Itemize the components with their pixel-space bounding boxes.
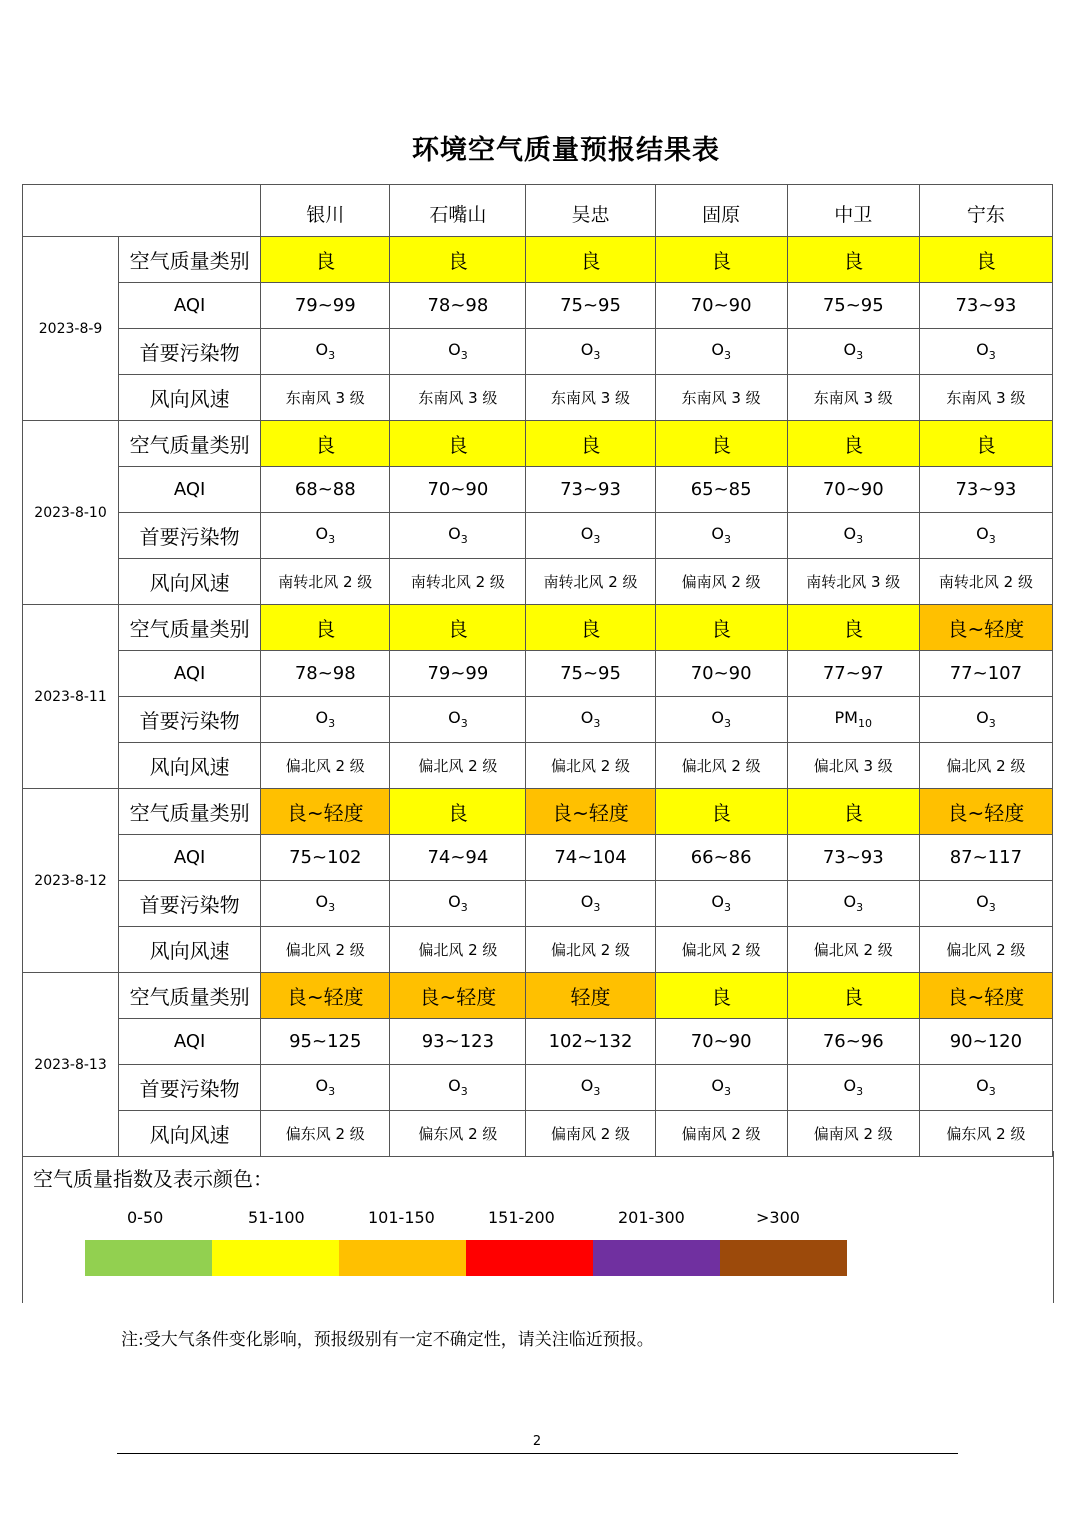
category-cell: 良 [261,237,390,283]
legend-color-swatch [466,1240,593,1276]
row-label-aqi: AQI [119,1019,261,1065]
wind-cell: 偏南风 2 级 [787,1111,919,1157]
aqi-cell: 73~93 [526,467,655,513]
pollutant-symbol: O [711,708,724,728]
aqi-cell: 66~86 [655,835,787,881]
legend-color-swatch [339,1240,466,1276]
footer-rule [117,1453,958,1454]
forecast-row-pollutant [23,697,1053,743]
row-label-wind: 风向风速 [119,743,261,789]
aqi-cell: 75~95 [526,283,655,329]
wind-cell: 偏南风 2 级 [655,1111,787,1157]
pollutant-symbol: O [315,340,329,360]
wind-cell: 偏北风 2 级 [919,927,1052,973]
category-cell: 良 [655,605,787,651]
wind-cell: 偏东风 2 级 [261,1111,390,1157]
forecast-row-pollutant [23,513,1053,559]
pollutant-subscript: 3 [328,1085,336,1099]
wind-cell: 南转北风 2 级 [526,559,655,605]
wind-cell: 偏北风 2 级 [655,927,787,973]
category-cell: 良 [390,237,526,283]
pollutant-cell [261,881,390,927]
pollutant-symbol: O [843,1076,857,1096]
pollutant-cell [390,881,526,927]
pollutant-cell [787,329,919,375]
category-cell: 良 [655,789,787,835]
aqi-cell: 74~104 [526,835,655,881]
aqi-cell: 87~117 [919,835,1052,881]
pollutant-subscript: 3 [988,533,996,547]
legend-range-label: 51-100 [248,1208,305,1227]
city-header: 宁东 [919,185,1052,237]
forecast-row-aqi [23,1019,1053,1065]
category-cell: 良 [787,973,919,1019]
pollutant-symbol: O [448,524,461,544]
row-label-aqi: AQI [119,651,261,697]
wind-cell: 南转北风 3 级 [787,559,919,605]
aqi-cell: 79~99 [261,283,390,329]
row-label-wind: 风向风速 [119,375,261,421]
legend-range-label: >300 [756,1208,800,1227]
pollutant-symbol: O [976,524,989,544]
wind-cell: 东南风 3 级 [390,375,526,421]
aqi-cell: 78~98 [261,651,390,697]
wind-cell: 偏北风 2 级 [526,927,655,973]
category-cell: 良~轻度 [390,973,526,1019]
pollutant-symbol: O [843,524,857,544]
pollutant-cell [526,513,655,559]
pollutant-cell [526,1065,655,1111]
aqi-cell: 75~95 [787,283,919,329]
aqi-cell: 90~120 [919,1019,1052,1065]
row-label-wind: 风向风速 [119,1111,261,1157]
aqi-cell: 95~125 [261,1019,390,1065]
pollutant-cell [655,513,787,559]
page-number: 2 [532,1434,542,1449]
category-cell: 良 [787,421,919,467]
pollutant-subscript: 3 [988,349,996,363]
pollutant-symbol: O [580,340,594,360]
pollutant-subscript: 3 [988,1085,996,1099]
pollutant-subscript: 3 [856,1085,864,1099]
category-cell: 良 [919,237,1052,283]
aqi-cell: 77~107 [919,651,1052,697]
wind-cell: 偏东风 2 级 [919,1111,1052,1157]
pollutant-subscript: 3 [988,717,996,731]
row-label-category: 空气质量类别 [119,973,261,1019]
wind-cell: 东南风 3 级 [526,375,655,421]
category-cell: 良~轻度 [919,973,1052,1019]
pollutant-symbol: O [580,1076,594,1096]
pollutant-cell [655,1065,787,1111]
wind-cell: 偏北风 2 级 [919,743,1052,789]
pollutant-subscript: 3 [328,901,336,915]
pollutant-cell [261,329,390,375]
pollutant-subscript: 3 [856,349,864,363]
aqi-cell: 70~90 [655,651,787,697]
pollutant-symbol: O [976,340,989,360]
pollutant-cell [526,881,655,927]
forecast-row-aqi [23,651,1053,697]
category-cell: 轻度 [526,973,655,1019]
category-cell: 良 [526,421,655,467]
forecast-row-pollutant [23,329,1053,375]
row-label-pollutant: 首要污染物 [119,1065,261,1111]
aqi-cell: 78~98 [390,283,526,329]
pollutant-cell [919,697,1052,743]
row-label-category: 空气质量类别 [119,421,261,467]
category-cell: 良 [261,421,390,467]
pollutant-cell [526,697,655,743]
wind-cell: 偏北风 2 级 [261,927,390,973]
pollutant-symbol: O [711,1076,724,1096]
legend-color-swatch [85,1240,212,1276]
legend-range-label: 151-200 [488,1208,555,1227]
row-label-category: 空气质量类别 [119,605,261,651]
aqi-cell: 73~93 [919,283,1052,329]
forecast-row-category [23,421,1053,467]
row-label-category: 空气质量类别 [119,237,261,283]
row-label-aqi: AQI [119,467,261,513]
pollutant-symbol: O [711,892,724,912]
pollutant-subscript: 3 [593,533,601,547]
pollutant-subscript: 3 [460,533,468,547]
category-cell: 良 [390,605,526,651]
pollutant-subscript: 3 [593,901,601,915]
pollutant-symbol: O [580,524,594,544]
category-cell: 良~轻度 [919,605,1052,651]
forecast-row-pollutant [23,881,1053,927]
category-cell: 良 [655,421,787,467]
legend-color-swatch [593,1240,720,1276]
pollutant-cell [261,697,390,743]
aqi-cell: 65~85 [655,467,787,513]
aqi-cell: 70~90 [787,467,919,513]
forecast-row-category [23,973,1053,1019]
page-title: 环境空气质量预报结果表 [412,135,720,166]
forecast-row-wind [23,743,1053,789]
legend-range-label: 201-300 [618,1208,685,1227]
wind-cell: 偏北风 2 级 [390,743,526,789]
pollutant-subscript: 3 [460,901,468,915]
pollutant-cell [787,881,919,927]
forecast-row-aqi [23,467,1053,513]
row-label-pollutant: 首要污染物 [119,513,261,559]
forecast-row-category [23,789,1053,835]
city-header: 吴忠 [526,185,655,237]
wind-cell: 偏东风 2 级 [390,1111,526,1157]
row-label-wind: 风向风速 [119,927,261,973]
header-corner-cell [23,185,261,237]
city-header: 银川 [261,185,390,237]
pollutant-cell [655,697,787,743]
pollutant-subscript: 3 [460,1085,468,1099]
category-cell: 良 [787,789,919,835]
date-cell: 2023-8-10 [23,421,119,605]
pollutant-subscript: 3 [328,349,336,363]
pollutant-subscript: 3 [593,349,601,363]
wind-cell: 偏北风 2 级 [787,927,919,973]
pollutant-cell [919,1065,1052,1111]
aqi-cell: 79~99 [390,651,526,697]
legend-color-swatch [720,1240,847,1276]
wind-cell: 东南风 3 级 [655,375,787,421]
category-cell: 良~轻度 [526,789,655,835]
row-label-wind: 风向风速 [119,559,261,605]
category-cell: 良 [919,421,1052,467]
pollutant-subscript: 10 [857,717,872,731]
pollutant-subscript: 3 [723,349,731,363]
pollutant-subscript: 3 [723,1085,731,1099]
wind-cell: 偏北风 2 级 [655,743,787,789]
city-header: 中卫 [787,185,919,237]
city-header: 石嘴山 [390,185,526,237]
category-cell: 良 [787,605,919,651]
row-label-pollutant: 首要污染物 [119,329,261,375]
category-cell: 良 [526,605,655,651]
city-header: 固原 [655,185,787,237]
pollutant-cell [390,697,526,743]
pollutant-symbol: O [976,1076,989,1096]
pollutant-symbol: O [580,892,594,912]
wind-cell: 偏北风 2 级 [526,743,655,789]
forecast-row-wind [23,927,1053,973]
legend-color-swatch [212,1240,339,1276]
wind-cell: 偏北风 3 级 [787,743,919,789]
forecast-row-wind [23,559,1053,605]
aqi-color-legend [22,1151,1054,1303]
pollutant-cell [390,1065,526,1111]
pollutant-cell [655,881,787,927]
pollutant-cell [261,513,390,559]
pollutant-symbol: O [711,340,724,360]
forecast-row-aqi [23,835,1053,881]
wind-cell: 偏南风 2 级 [655,559,787,605]
pollutant-subscript: 3 [988,901,996,915]
pollutant-cell [787,513,919,559]
aqi-cell: 70~90 [390,467,526,513]
pollutant-symbol: O [448,892,461,912]
pollutant-subscript: 3 [723,717,731,731]
category-cell: 良 [526,237,655,283]
category-cell: 良 [787,237,919,283]
pollutant-symbol: O [315,892,329,912]
pollutant-symbol: O [711,524,724,544]
wind-cell: 南转北风 2 级 [919,559,1052,605]
pollutant-cell [787,697,919,743]
row-label-aqi: AQI [119,283,261,329]
forecast-row-aqi [23,283,1053,329]
date-cell: 2023-8-11 [23,605,119,789]
pollutant-subscript: 3 [856,901,864,915]
aqi-cell: 70~90 [655,1019,787,1065]
pollutant-symbol: O [315,1076,329,1096]
wind-cell: 南转北风 2 级 [390,559,526,605]
forecast-row-pollutant [23,1065,1053,1111]
category-cell: 良 [390,421,526,467]
pollutant-subscript: 3 [460,717,468,731]
row-label-aqi: AQI [119,835,261,881]
category-cell: 良 [655,973,787,1019]
aqi-cell: 74~94 [390,835,526,881]
forecast-row-category [23,237,1053,283]
aqi-cell: 77~97 [787,651,919,697]
date-cell: 2023-8-9 [23,237,119,421]
pollutant-symbol: O [580,708,594,728]
pollutant-cell [655,329,787,375]
pollutant-symbol: O [448,340,461,360]
row-label-pollutant: 首要污染物 [119,697,261,743]
pollutant-symbol: O [976,708,989,728]
pollutant-subscript: 3 [856,533,864,547]
header-row [23,185,1053,237]
wind-cell: 南转北风 2 级 [261,559,390,605]
pollutant-symbol: O [315,524,329,544]
legend-range-label: 101-150 [368,1208,435,1227]
pollutant-subscript: 3 [723,901,731,915]
pollutant-symbol: O [448,708,461,728]
wind-cell: 偏南风 2 级 [526,1111,655,1157]
aqi-cell: 75~95 [526,651,655,697]
pollutant-symbol: O [315,708,329,728]
category-cell: 良~轻度 [261,789,390,835]
pollutant-subscript: 3 [593,1085,601,1099]
aqi-cell: 68~88 [261,467,390,513]
legend-title: 空气质量指数及表示颜色： [33,1167,273,1191]
wind-cell: 东南风 3 级 [261,375,390,421]
pollutant-subscript: 3 [723,533,731,547]
forecast-row-wind [23,375,1053,421]
aqi-cell: 70~90 [655,283,787,329]
category-cell: 良 [390,789,526,835]
pollutant-cell [919,881,1052,927]
row-label-pollutant: 首要污染物 [119,881,261,927]
pollutant-cell [526,329,655,375]
pollutant-cell [919,329,1052,375]
date-cell: 2023-8-13 [23,973,119,1157]
pollutant-symbol: O [843,340,857,360]
category-cell: 良 [655,237,787,283]
wind-cell: 东南风 3 级 [919,375,1052,421]
pollutant-subscript: 3 [593,717,601,731]
aqi-cell: 75~102 [261,835,390,881]
pollutant-cell [787,1065,919,1111]
forecast-row-category [23,605,1053,651]
wind-cell: 偏北风 2 级 [261,743,390,789]
aqi-cell: 73~93 [787,835,919,881]
pollutant-symbol: O [976,892,989,912]
forecast-note: 注:受大气条件变化影响，预报级别有一定不确定性，请关注临近预报。 [121,1330,654,1350]
pollutant-symbol: PM [834,708,858,728]
category-cell: 良~轻度 [919,789,1052,835]
pollutant-symbol: O [448,1076,461,1096]
pollutant-cell [390,329,526,375]
aqi-cell: 76~96 [787,1019,919,1065]
aqi-cell: 93~123 [390,1019,526,1065]
pollutant-cell [261,1065,390,1111]
date-cell: 2023-8-12 [23,789,119,973]
pollutant-subscript: 3 [460,349,468,363]
forecast-row-wind [23,1111,1053,1157]
pollutant-cell [390,513,526,559]
pollutant-subscript: 3 [328,533,336,547]
legend-range-label: 0-50 [127,1208,164,1227]
pollutant-subscript: 3 [328,717,336,731]
pollutant-symbol: O [843,892,857,912]
pollutant-cell [919,513,1052,559]
wind-cell: 东南风 3 级 [787,375,919,421]
category-cell: 良~轻度 [261,973,390,1019]
forecast-table [22,184,1053,1157]
aqi-cell: 102~132 [526,1019,655,1065]
wind-cell: 偏北风 2 级 [390,927,526,973]
aqi-cell: 73~93 [919,467,1052,513]
row-label-category: 空气质量类别 [119,789,261,835]
category-cell: 良 [261,605,390,651]
